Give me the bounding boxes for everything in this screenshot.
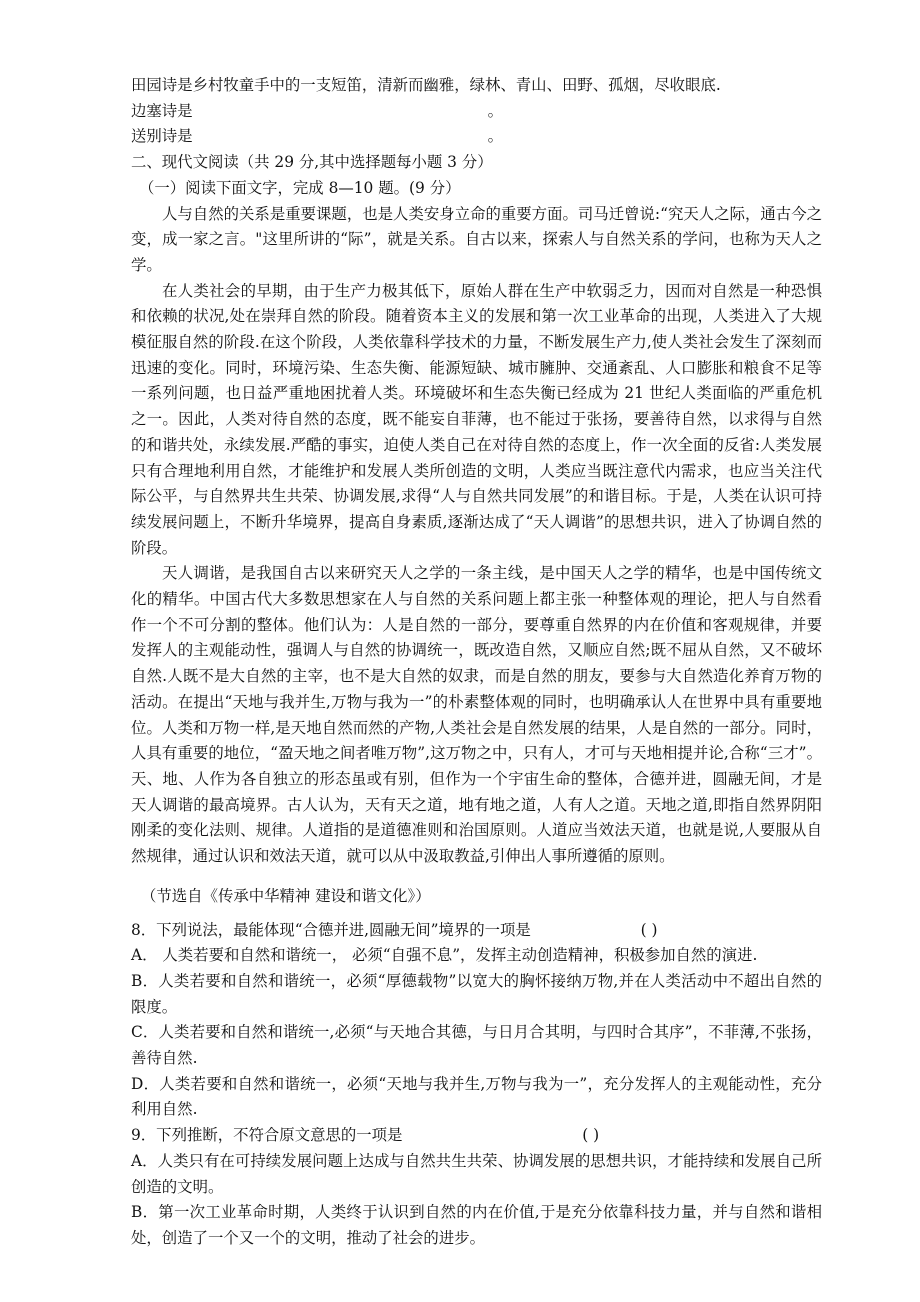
section-heading: 二、现代文阅读（共 29 分,其中选择题每小题 3 分） [131, 153, 493, 172]
poetry-line-1: 田园诗是乡村牧童手中的一支短笛，清新而幽雅，绿林、青山、田野、孤烟，尽收眼底. [131, 76, 721, 94]
question-8-stem [131, 918, 822, 944]
question-8-option-c[interactable]: C．人类若要和自然和谐统一,必须“与天地合其德，与日月合其明，与四时合其序”，不菲薄,不张扬，善待自然. [131, 1023, 822, 1068]
question-8-answer-paren[interactable]: ( ) [640, 920, 658, 939]
answer-blank-1[interactable] [193, 99, 488, 125]
poetry-line-2 [131, 99, 822, 125]
question-8-option-a[interactable]: A． 人类若要和自然和谐统一， 必须“自强不息”，发挥主动创造精神，积极参加自然的演进. [131, 946, 758, 965]
question-8-text: 8．下列说法，最能体现“合德并进,圆融无间”境界的一项是 [131, 920, 531, 939]
answer-blank-2[interactable] [193, 124, 488, 150]
poetry-line-3-end: 。 [487, 127, 503, 146]
passage-source: （节选自《传承中华精神 建设和谐文化》） [141, 886, 431, 905]
question-8-option-b[interactable]: B．人类若要和自然和谐统一，必须“厚德载物”以宽大的胸怀接纳万物,并在人类活动中不超出自然的限度。 [131, 971, 822, 1016]
question-9-answer-paren[interactable]: ( ) [582, 1126, 600, 1145]
poetry-line-2-label: 边塞诗是 [131, 101, 193, 120]
exam-page [131, 73, 822, 1252]
passage-paragraph-1: 人与自然的关系是重要课题，也是人类安身立命的重要方面。司马迁曾说:“究天人之际，通古今之变，成一家之言。"这里所讲的“际”，就是关系。自古以来，探索人与自然关系的学问，也称为天人之学。 [131, 204, 822, 274]
question-9-option-b[interactable]: B．第一次工业革命时期，人类终于认识到自然的内在价值,于是充分依靠科技力量，并与自然和谐相处，创造了一个又一个的文明，推动了社会的进步。 [131, 1203, 822, 1247]
passage-paragraph-3: 天人调谐，是我国自古以来研究天人之学的一条主线，是中国天人之学的精华，也是中国传统文化的精华。中国古代大多数思想家在人与自然的关系问题上都主张一种整体观的理论，把人与自然看作一个不可分割的整体。他们认为：人是自然的一部分，要尊重自然界的内在价值和客观规律，并要发挥人的主观能动性，强调人与自然的协调统一，既改造自然，又顺应自然;既不屈从自然，又不破坏自然.人既不是大自然的主宰，也不是大自然的奴隶，而是自然的朋友，要参与大自然造化养育万物的活动。在提出“天地与我并生,万物与我为一”的朴素整体观的同时，也明确承认人在世界中具有重要地位。人类和万物一样,是天地自然而然的产物,人类社会是自然发展的结果，人是自然的一部分。同时，人具有重要的地位，“盈天地之间者唯万物”,这万物之中，只有人，才可与天地相提并论,合称“三才”。天、地、人作为各自独立的形态虽或有别，但作为一个宇宙生命的整体，合德并进，圆融无间，才是天人调谐的最高境界。古人认为，天有天之道，地有地之道，人有人之道。天地之道,即指自然界阴阳刚柔的变化法则、规律。人道指的是道德准则和治国原则。人道应当效法天道，也就是说,人要服从自然规律，通过认识和效法天道，就可以从中汲取教益,引伸出人事所遵循的原则。 [131, 564, 822, 866]
question-9-option-a[interactable]: A．人类只有在可持续发展问题上达成与自然共生共荣、协调发展的思想共识，才能持续和发展自己所创造的文明。 [131, 1151, 822, 1196]
passage-paragraph-2: 在人类社会的早期，由于生产力极其低下，原始人群在生产中软弱乏力，因而对自然是一种恐惧和依赖的状况,处在崇拜自然的阶段。随着资本主义的发展和第一次工业革命的出现，人类进入了大规模征服自然的阶段.在这个阶段，人类依靠科学技术的力量，不断发展生产力,使人类社会发生了深刻而迅速的变化。同时，环境污染、生态失衡、能源短缺、城市臃肿、交通紊乱、人口膨胀和粮食不足等一系列问题，也日益严重地困扰着人类。环境破坏和生态失衡已经成为 21 世纪人类面临的严重危机之一。因此，人类对待自然的态度，既不能妄自菲薄，也不能过于张扬，要善待自然，以求得与自然的和谐共处，永续发展.严酷的事实，迫使人类自己在对待自然的态度上，作一次全面的反省:人类发展只有合理地利用自然，才能维护和发展人类所创造的文明，人类应当既注意代内需求，也应当关注代际公平，与自然界共生共荣、协调发展,求得“人与自然共同发展”的和谐目标。于是，人类在认识可持续发展问题上，不断升华境界，提高自身素质,逐渐达成了“天人调谐”的思想共识，进入了协调自然的阶段。 [131, 281, 822, 557]
sub-heading: （一）阅读下面文字，完成 8—10 题。(9 分） [139, 178, 461, 197]
poetry-line-2-end: 。 [487, 101, 503, 120]
question-8-option-d[interactable]: D．人类若要和自然和谐统一，必须“天地与我并生,万物与我为一”，充分发挥人的主观能动性，充分利用自然. [131, 1074, 822, 1119]
question-9-text: 9．下列推断，不符合原文意思的一项是 [131, 1126, 403, 1145]
question-9-stem [131, 1123, 822, 1149]
poetry-line-3 [131, 124, 822, 150]
poetry-line-3-label: 送别诗是 [131, 127, 193, 146]
